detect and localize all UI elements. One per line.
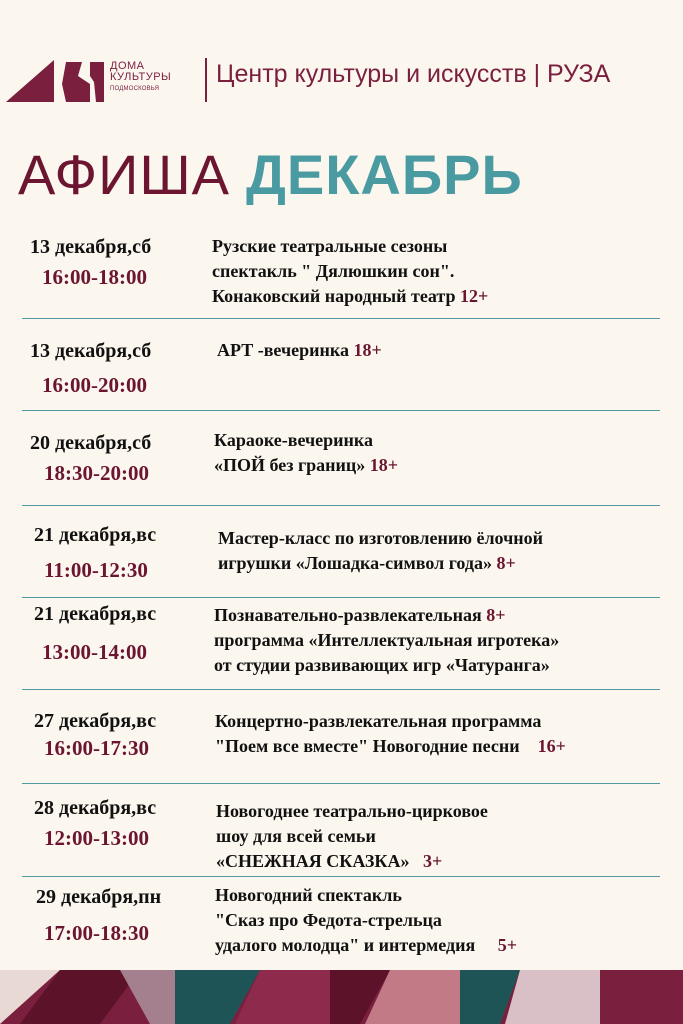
event-line: "Сказ про Федота-стрельца xyxy=(215,910,442,930)
event-time: 18:30-20:00 xyxy=(44,461,149,485)
row-divider xyxy=(22,783,660,784)
event-line: спектакль " Дялюшкин сон". xyxy=(212,261,455,281)
row-divider xyxy=(22,689,660,690)
event-description xyxy=(212,234,488,309)
event-description xyxy=(214,428,398,478)
event-line: игрушки «Лошадка-символ года» xyxy=(218,553,493,573)
event-date: 21 декабря,вс xyxy=(34,603,157,625)
footer-pattern xyxy=(0,970,683,1024)
event-date: 27 декабря,вс xyxy=(34,710,157,732)
event-description xyxy=(215,709,566,759)
event-time: 13:00-14:00 xyxy=(42,640,147,664)
event-time: 16:00-17:30 xyxy=(44,736,149,760)
event-description xyxy=(216,799,488,874)
age-rating: 18+ xyxy=(353,340,382,360)
event-line: «СНЕЖНАЯ СКАЗКА» xyxy=(216,851,410,871)
event-time: 12:00-13:00 xyxy=(44,826,149,850)
event-line: Рузские театральные сезоны xyxy=(212,236,448,256)
header-divider xyxy=(205,58,207,102)
headline-afisha: АФИША xyxy=(18,143,230,206)
event-date: 20 декабря,сб xyxy=(30,432,152,454)
age-rating: 8+ xyxy=(486,605,506,625)
event-time: 16:00-18:00 xyxy=(42,265,147,289)
row-divider xyxy=(22,505,660,506)
logo-line-2: КУЛЬТУРЫ xyxy=(110,71,172,83)
event-line: Познавательно-развлекательная xyxy=(214,605,482,625)
logo-line-1: ДОМА xyxy=(110,60,145,72)
event-line: от студии развивающих игр «Чатуранга» xyxy=(214,655,550,675)
headline xyxy=(18,140,523,210)
age-rating: 8+ xyxy=(496,553,516,573)
event-date: 28 декабря,вс xyxy=(34,797,157,819)
event-line: Концертно-развлекательная программа xyxy=(215,711,542,731)
event-time: 16:00-20:00 xyxy=(42,373,147,397)
event-line: удалого молодца" и интермедия xyxy=(215,935,476,955)
event-line: Конаковский народный театр xyxy=(212,286,456,306)
event-line: программа «Интеллектуальная игротека» xyxy=(214,630,560,650)
header xyxy=(0,48,683,118)
event-date: 13 декабря,сб xyxy=(30,236,152,258)
event-description xyxy=(215,883,517,958)
age-rating: 3+ xyxy=(422,851,443,871)
event-line: Мастер-класс по изготовлению ёлочной xyxy=(218,528,543,548)
row-divider xyxy=(22,410,660,411)
event-description xyxy=(214,603,559,678)
event-date: 21 декабря,вс xyxy=(34,524,157,546)
age-rating: 12+ xyxy=(459,286,489,306)
event-line: Караоке-вечеринка xyxy=(214,430,373,450)
age-rating: 16+ xyxy=(537,736,566,756)
logo-wordmark xyxy=(110,61,171,95)
row-divider xyxy=(22,318,660,319)
event-line: "Поем все вместе" Новогодние песни xyxy=(215,736,520,756)
age-rating: 5+ xyxy=(497,935,517,955)
age-rating: 18+ xyxy=(369,455,399,475)
logo-line-3: ПОДМОСКОВЬЯ xyxy=(110,86,160,92)
row-divider xyxy=(22,876,660,877)
event-line: «ПОЙ без границ» xyxy=(214,455,366,475)
event-date: 13 декабря,сб xyxy=(30,340,152,362)
event-line: Новогодний спектакль xyxy=(215,885,402,905)
event-time: 17:00-18:30 xyxy=(44,921,149,945)
event-line: Новогоднее театрально-цирковое xyxy=(216,801,488,821)
event-description xyxy=(217,338,382,363)
event-line: шоу для всей семьи xyxy=(216,826,376,846)
event-date: 29 декабря,пн xyxy=(36,886,162,908)
logo-icon xyxy=(6,58,104,102)
event-description xyxy=(218,526,543,576)
row-divider xyxy=(22,597,660,598)
event-time: 11:00-12:30 xyxy=(44,558,148,582)
event-line: АРТ -вечеринка xyxy=(217,340,349,360)
headline-month: ДЕКАБРЬ xyxy=(246,143,523,206)
header-title: Центр культуры и искусств | РУЗА xyxy=(216,60,611,88)
